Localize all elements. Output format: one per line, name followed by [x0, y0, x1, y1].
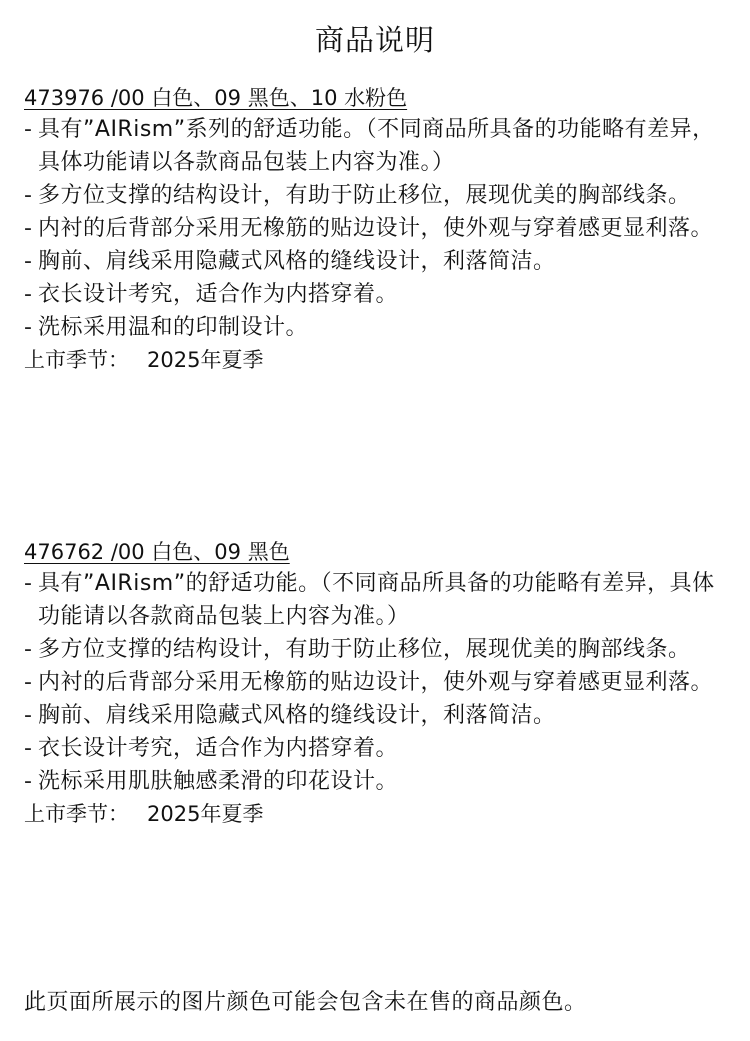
feature-item: [24, 278, 730, 311]
bullet-dash: -: [24, 769, 32, 794]
feature-item: [24, 113, 730, 179]
feature-item: [24, 666, 730, 699]
release-season-label: 上市季节：: [24, 348, 129, 372]
feature-item: [24, 633, 730, 666]
bullet-dash: -: [24, 571, 32, 596]
bullet-dash: -: [24, 216, 32, 241]
feature-text: 胸前、肩线采用隐藏式风格的缝线设计，利落简洁。: [38, 703, 556, 728]
feature-list: [24, 113, 730, 344]
release-season-value: 2025年夏季: [147, 348, 264, 372]
feature-text: 衣长设计考究，适合作为内搭穿着。: [38, 736, 399, 761]
product-section-1: [24, 83, 730, 377]
release-season: [24, 798, 730, 831]
feature-text: 具有”AIRism”的舒适功能。（不同商品所具备的功能略有差异，具体功能请以各款商品包装上内容为准。）: [38, 571, 715, 629]
feature-text: 衣长设计考究，适合作为内搭穿着。: [38, 282, 399, 307]
feature-item: [24, 212, 730, 245]
bullet-dash: -: [24, 117, 32, 142]
bullet-dash: -: [24, 670, 32, 695]
bullet-dash: -: [24, 282, 32, 307]
feature-text: 内衬的后背部分采用无橡筋的贴边设计，使外观与穿着感更显利落。: [38, 670, 714, 695]
feature-item: [24, 699, 730, 732]
feature-text: 内衬的后背部分采用无橡筋的贴边设计，使外观与穿着感更显利落。: [38, 216, 714, 241]
feature-item: [24, 567, 730, 633]
feature-text: 多方位支撑的结构设计，有助于防止移位，展现优美的胸部线条。: [38, 637, 691, 662]
release-season: [24, 344, 730, 377]
feature-text: 具有”AIRism”系列的舒适功能。（不同商品所具备的功能略有差异，具体功能请以各款商品包装上内容为准。）: [38, 117, 715, 175]
feature-list: [24, 567, 730, 798]
feature-text: 多方位支撑的结构设计，有助于防止移位，展现优美的胸部线条。: [38, 183, 691, 208]
product-code-colors: 473976 /00 白色、09 黑色、10 水粉色: [24, 86, 408, 110]
bullet-dash: -: [24, 183, 32, 208]
bullet-dash: -: [24, 736, 32, 761]
feature-text: 洗标采用肌肤触感柔滑的印花设计。: [38, 769, 399, 794]
feature-item: [24, 765, 730, 798]
feature-item: [24, 179, 730, 212]
feature-text: 胸前、肩线采用隐藏式风格的缝线设计，利落简洁。: [38, 249, 556, 274]
bullet-dash: -: [24, 703, 32, 728]
color-disclaimer: 此页面所展示的图片颜色可能会包含未在售的商品颜色。: [24, 990, 587, 1015]
release-season-value: 2025年夏季: [147, 802, 264, 826]
feature-item: [24, 245, 730, 278]
feature-item: [24, 311, 730, 344]
feature-text: 洗标采用温和的印制设计。: [38, 315, 309, 340]
bullet-dash: -: [24, 315, 32, 340]
bullet-dash: -: [24, 637, 32, 662]
bullet-dash: -: [24, 249, 32, 274]
page-title: 商品说明: [314, 23, 435, 57]
product-section-2: [24, 537, 730, 831]
release-season-label: 上市季节：: [24, 802, 129, 826]
feature-item: [24, 732, 730, 765]
product-code-colors: 476762 /00 白色、09 黑色: [24, 540, 290, 564]
